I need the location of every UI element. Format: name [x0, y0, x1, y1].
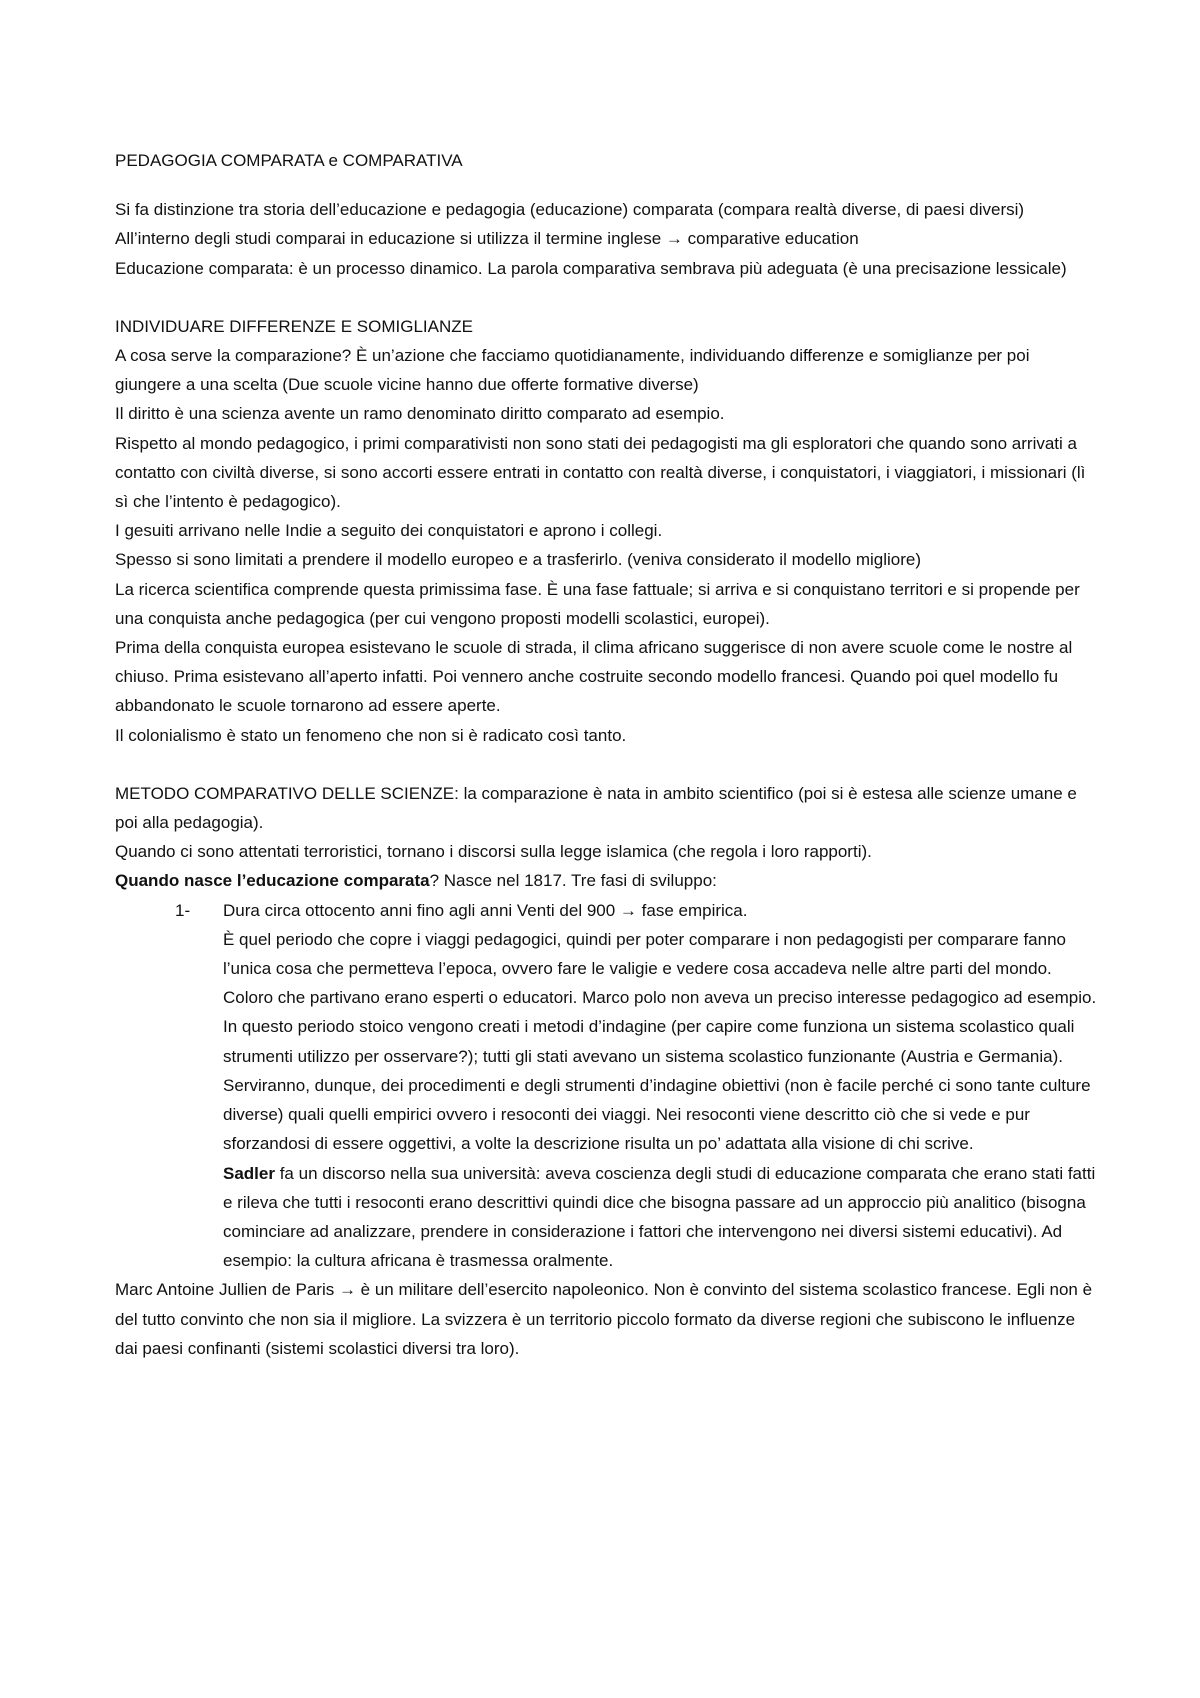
sadler-name: Sadler	[223, 1163, 275, 1183]
list-item	[115, 896, 1100, 1276]
question-rest: ? Nasce nel 1817. Tre fasi di sviluppo:	[429, 871, 717, 891]
section2-paragraph-6: La ricerca scientifica comprende questa primissima fase. È una fase fattuale; si arriva e si conquistano territori e si propende per una conquista anche pedagogica (per cui vengono proposti modelli scolastici, europei).	[115, 579, 1080, 628]
spacer	[115, 750, 1100, 779]
section3-heading-rest: la comparazione è nata in ambito scientifico (poi si è estesa alle scienze umane e poi alla pedagogia).	[115, 783, 1077, 833]
document-title: PEDAGOGIA COMPARATA e COMPARATIVA	[115, 151, 463, 170]
question-bold: Quando nasce l’educazione comparata	[115, 871, 430, 891]
spacer	[115, 283, 1100, 312]
intro-paragraph-2: All’interno degli studi comparai in educazione si utilizza il termine inglese → comparative education	[115, 229, 859, 249]
section2-paragraph-5: Spesso si sono limitati a prendere il modello europeo e a trasferirlo. (veniva considerato il modello migliore)	[115, 550, 921, 570]
list-marker: 1-	[175, 900, 191, 920]
sadler-text: fa un discorso nella sua università: aveva coscienza degli studi di educazione comparata che erano stati fatti e rileva che tutti i resoconti erano descrittivi quindi dice che bisogna passare ad un approccio più analitico (bisogna cominciare ad analizzare, prendere in considerazione i fattori che intervengono nei diversi sistemi educativi). Ad esempio: la cultura africana è trasmessa oralmente.	[223, 1163, 1096, 1271]
intro-paragraph-3: Educazione comparata: è un processo dinamico. La parola comparativa sembrava più adeguata (è una precisazione lessicale)	[115, 258, 1067, 278]
section-heading-metodo: METODO COMPARATIVO DELLE SCIENZE:	[115, 783, 459, 803]
document-page	[115, 146, 1100, 1363]
section3-intro	[115, 779, 1100, 837]
phases-list	[115, 896, 1100, 1276]
section2-paragraph-2: Il diritto è una scienza avente un ramo denominato diritto comparato ad esempio.	[115, 404, 725, 424]
phase-1-paragraph-3	[223, 1159, 1100, 1276]
section2-paragraph-7: Prima della conquista europea esistevano le scuole di strada, il clima africano suggerisce di non avere scuole come le nostre al chiuso. Prima esistevano all’aperto infatti. Poi vennero anche costruite secondo modello francesi. Quando poi quel modello fu abbandonato le scuole tornarono ad essere aperte.	[115, 638, 1073, 716]
section2-paragraph-3: Rispetto al mondo pedagogico, i primi comparativisti non sono stati dei pedagogisti ma gli esploratori che quando sono arrivati a contatto con civiltà diverse, si sono accorti essere entrati in contatto con realtà diverse, i conquistatori, i viaggiatori, i missionari (lì sì che l’intento è pedagogico).	[115, 433, 1086, 512]
final-paragraph: Marc Antoine Jullien de Paris → è un militare dell’esercito napoleonico. Non è convinto del sistema scolastico francese. Egli non è del tutto convinto che non sia il migliore. La svizzera è un territorio piccolo formato da diverse regioni che subiscono le influenze dai paesi confinanti (sistemi scolastici diversi tra loro).	[115, 1280, 1093, 1358]
intro-paragraph-1: Si fa distinzione tra storia dell’educazione e pedagogia (educazione) comparata (compara realtà diverse, di paesi diversi)	[115, 200, 1025, 220]
section-heading-differenze: INDIVIDUARE DIFFERENZE E SOMIGLIANZE	[115, 316, 473, 336]
phase-1-title: Dura circa ottocento anni fino agli anni Venti del 900 → fase empirica.	[223, 900, 748, 920]
section2-paragraph-8: Il colonialismo è stato un fenomeno che non si è radicato così tanto.	[115, 725, 627, 745]
section3-paragraph-1: Quando ci sono attentati terroristici, tornano i discorsi sulla legge islamica (che regola i loro rapporti).	[115, 842, 872, 862]
phase-1-paragraph-2: In questo periodo stoico vengono creati i metodi d’indagine (per capire come funziona un sistema scolastico quali strumenti utilizzo per osservare?); tutti gli stati avevano un sistema scolastico funzionante (Austria e Germania). Serviranno, dunque, dei procedimenti e degli strumenti d’indagine obiettivi (non è facile perché ci sono tante culture diverse) quali quelli empirici ovvero i resoconti dei viaggi. Nei resoconti viene descritto ciò che si vede e pur sforzandosi di essere oggettivi, a volte la descrizione risulta un po’ adattata alla visione di chi scrive.	[223, 1017, 1091, 1154]
phase-1-paragraph-1: È quel periodo che copre i viaggi pedagogici, quindi per poter comparare i non pedagogisti per comparare fanno l’unica cosa che permetteva l’epoca, ovvero fare le valigie e vedere cosa accadeva nelle altre parti del mondo. Coloro che partivano erano esperti o educatori. Marco polo non aveva un preciso interesse pedagogico ad esempio.	[223, 929, 1097, 1008]
section3-question	[115, 866, 1100, 895]
section2-paragraph-1: A cosa serve la comparazione? È un’azione che facciamo quotidianamente, individuando differenze e somiglianze per poi giungere a una scelta (Due scuole vicine hanno due offerte formative diverse)	[115, 346, 1030, 395]
section2-paragraph-4: I gesuiti arrivano nelle Indie a seguito dei conquistatori e aprono i collegi.	[115, 521, 663, 541]
